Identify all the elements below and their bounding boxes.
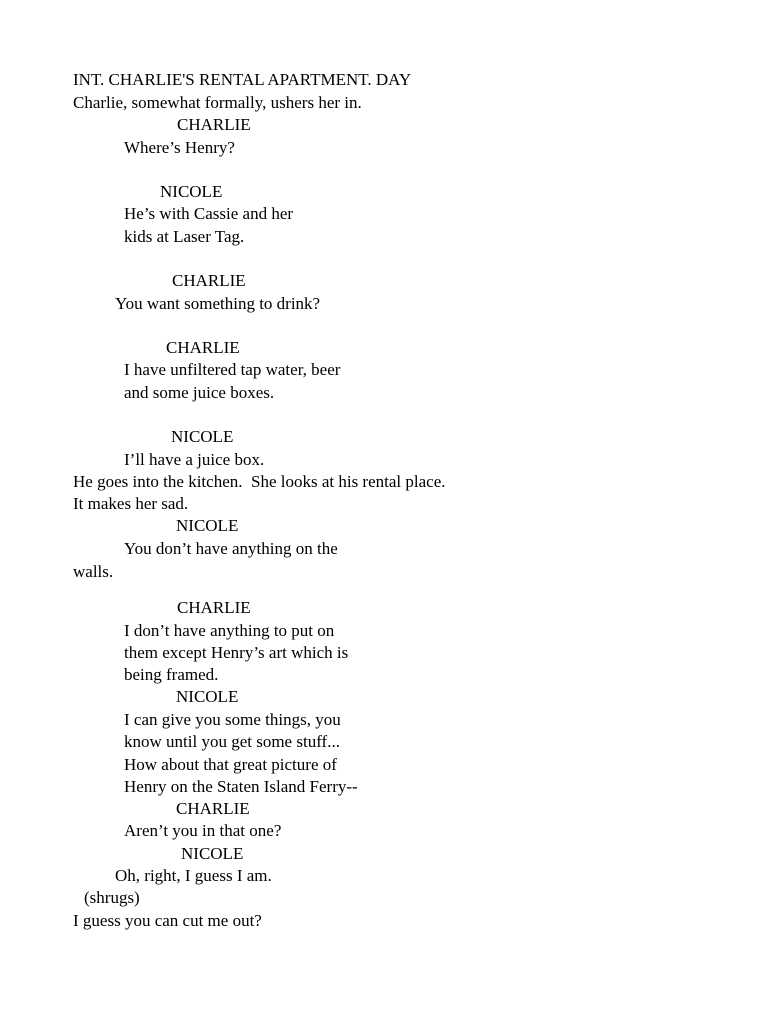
dialogue-line: How about that great picture of: [124, 755, 337, 774]
dialogue-line: Henry on the Staten Island Ferry--: [124, 777, 358, 796]
dialogue-line: Oh, right, I guess I am.: [115, 866, 272, 885]
dialogue-line: I have unfiltered tap water, beer: [124, 360, 341, 379]
character-cue: NICOLE: [181, 844, 244, 863]
action-line: He goes into the kitchen. She looks at his rental place.: [73, 472, 446, 491]
dialogue-line: I guess you can cut me out?: [73, 911, 262, 930]
character-cue: CHARLIE: [177, 115, 251, 134]
character-cue: NICOLE: [160, 182, 223, 201]
dialogue-line: You want something to drink?: [115, 294, 321, 313]
character-cue: NICOLE: [176, 516, 239, 535]
dialogue-line: kids at Laser Tag.: [124, 227, 245, 246]
parenthetical: (shrugs): [84, 888, 140, 907]
scene-heading: INT. CHARLIE'S RENTAL APARTMENT. DAY: [73, 70, 412, 89]
action-line: It makes her sad.: [73, 494, 189, 513]
dialogue-line: I’ll have a juice box.: [124, 450, 265, 469]
dialogue-line: them except Henry’s art which is: [124, 643, 349, 662]
character-cue: NICOLE: [176, 687, 239, 706]
character-cue: NICOLE: [171, 427, 234, 446]
character-cue: CHARLIE: [176, 799, 250, 818]
character-cue: CHARLIE: [172, 271, 246, 290]
character-cue: CHARLIE: [166, 338, 240, 357]
dialogue-line: being framed.: [124, 665, 219, 684]
dialogue-line: Where’s Henry?: [124, 138, 235, 157]
action-line: Charlie, somewhat formally, ushers her in.: [73, 93, 362, 112]
dialogue-line: Aren’t you in that one?: [124, 821, 282, 840]
dialogue-line: know until you get some stuff...: [124, 732, 340, 751]
dialogue-line: You don’t have anything on the: [124, 539, 338, 558]
dialogue-line: He’s with Cassie and her: [124, 204, 294, 223]
character-cue: CHARLIE: [177, 598, 251, 617]
dialogue-line: walls.: [73, 562, 114, 581]
dialogue-line: and some juice boxes.: [124, 383, 275, 402]
dialogue-line: I don’t have anything to put on: [124, 621, 335, 640]
dialogue-line: I can give you some things, you: [124, 710, 341, 729]
